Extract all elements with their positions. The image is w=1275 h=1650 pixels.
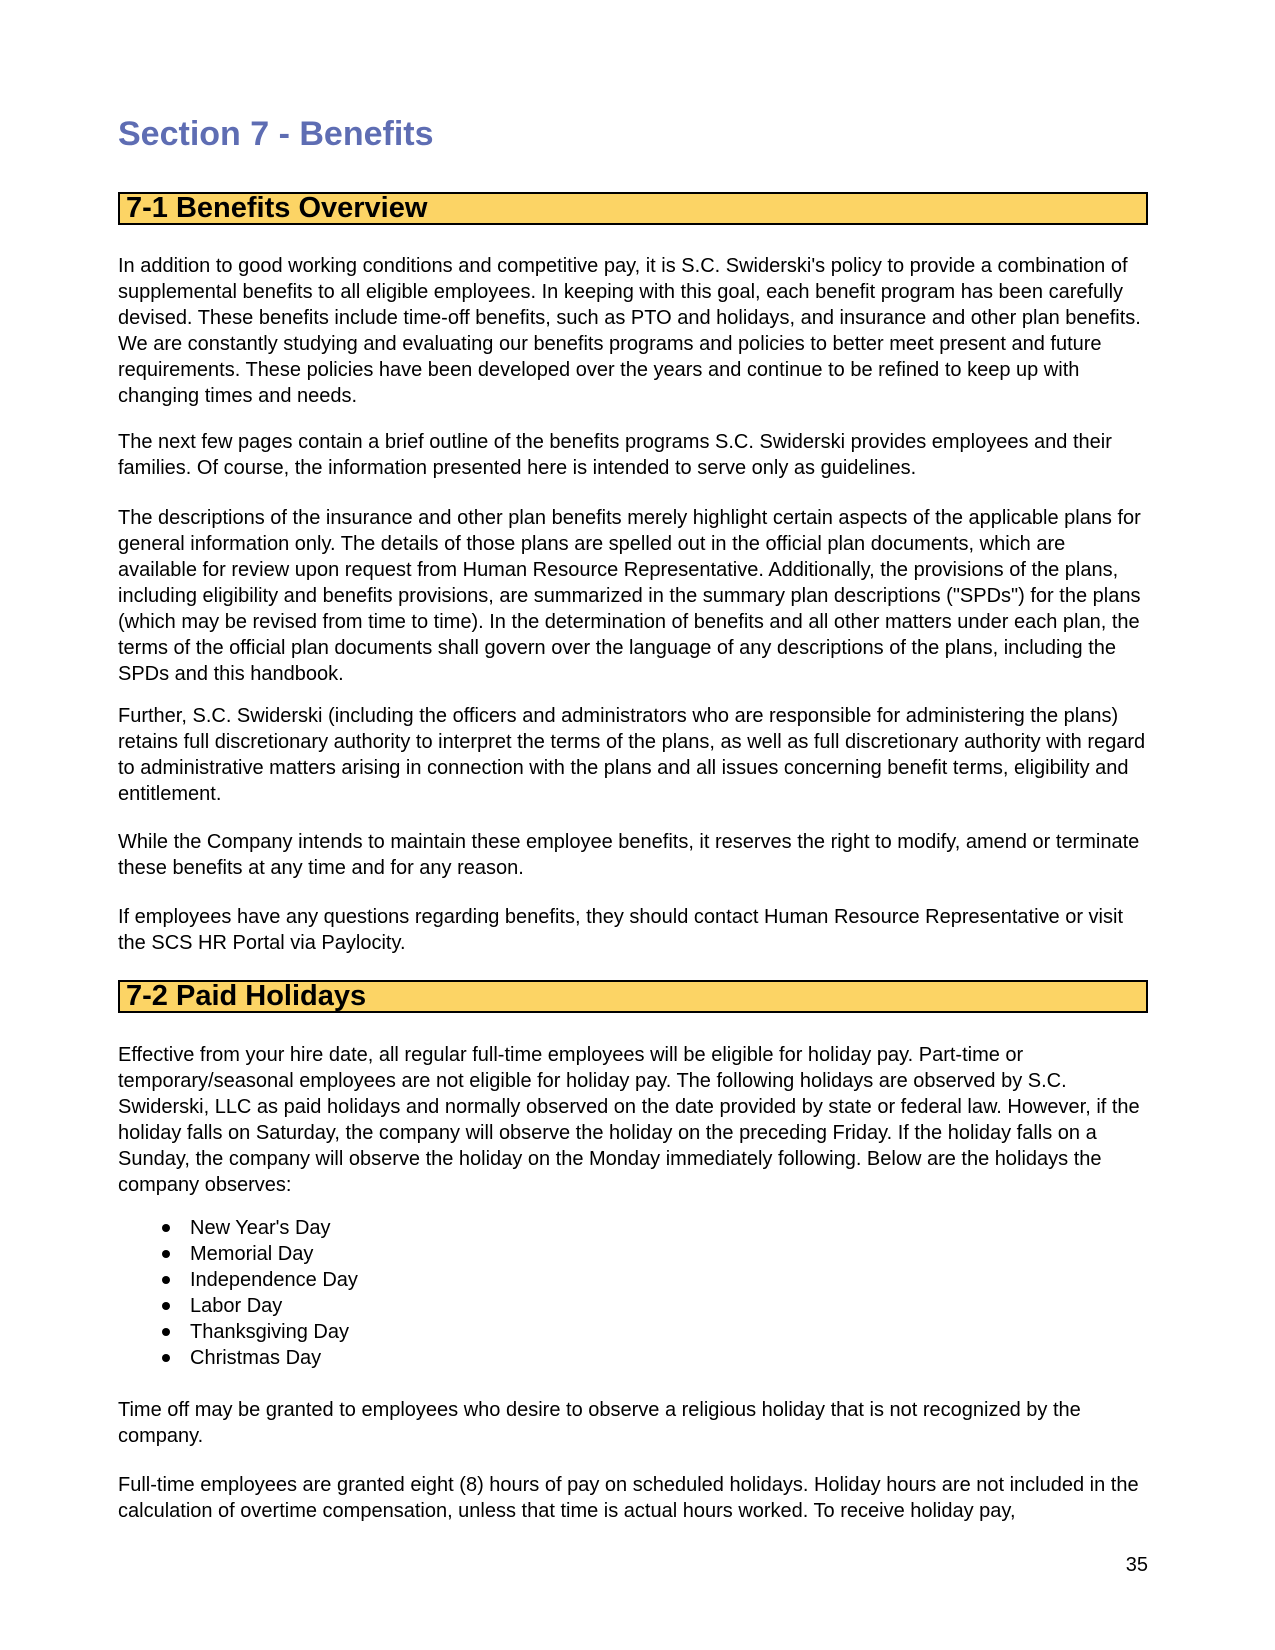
bullet-icon <box>162 1328 170 1336</box>
paragraph-religious-holiday: Time off may be granted to employees who desire to observe a religious holiday that is not recognized by the company. <box>118 1399 1081 1447</box>
bullet-icon <box>162 1354 170 1362</box>
bullet-icon <box>162 1224 170 1232</box>
paragraph-modify-amend: While the Company intends to maintain these employee benefits, it reserves the right to modify, amend or terminate these benefits at any time and for any reason. <box>118 831 1140 879</box>
paragraph-plan-descriptions: The descriptions of the insurance and other plan benefits merely highlight certain aspects of the applicable plans for general information only. The details of those plans are spelled out in the official plan documents, which are available for review upon request from Human Resource Representative. Additionally, the provisions of the plans, including eligibility and benefits provisions, are summarized in the summary plan descriptions ("SPDs") for the plans (which may be revised from time to time). In the determination of benefits and all other matters under each plan, the terms of the official plan documents shall govern over the language of any descriptions of the plans, including the SPDs and this handbook. <box>118 507 1141 685</box>
holiday-list <box>118 1215 1148 1371</box>
section-heading-7-1-benefits-overview: 7-1 Benefits Overview <box>118 192 1148 225</box>
bullet-icon <box>162 1302 170 1310</box>
paragraph-discretionary-authority: Further, S.C. Swiderski (including the officers and administrators who are responsible for administering the plans) retains full discretionary authority to interpret the terms of the plans, as well as full discretionary authority with regard to administrative matters arising in connection with the plans and all issues concerning benefit terms, eligibility and entitlement. <box>118 705 1146 805</box>
bullet-icon <box>162 1250 170 1258</box>
section-heading-7-2-paid-holidays: 7-2 Paid Holidays <box>118 980 1148 1013</box>
paragraph-questions-contact: If employees have any questions regarding benefits, they should contact Human Resource Representative or visit the SCS HR Portal via Paylocity. <box>118 906 1123 954</box>
paragraph-next-few-pages: The next few pages contain a brief outline of the benefits programs S.C. Swiderski provides employees and their families. Of course, the information presented here is intended to serve only as guidelines. <box>118 431 1112 479</box>
list-item-label: Independence Day <box>190 1269 358 1291</box>
list-item-label: New Year's Day <box>190 1217 331 1239</box>
list-item-christmas-day <box>118 1345 1148 1371</box>
list-item-labor-day <box>118 1293 1148 1319</box>
paragraph-holiday-pay-hours: Full-time employees are granted eight (8) hours of pay on scheduled holidays. Holiday hours are not included in the calculation of overtime compensation, unless that time is actual hours worked. To receive holiday pay, <box>118 1474 1139 1522</box>
list-item-label: Memorial Day <box>190 1243 314 1265</box>
page-title: Section 7 - Benefits <box>118 115 434 153</box>
list-item-memorial-day <box>118 1241 1148 1267</box>
list-item-new-years-day <box>118 1215 1148 1241</box>
bullet-icon <box>162 1276 170 1284</box>
list-item-label: Labor Day <box>190 1295 283 1317</box>
list-item-label: Christmas Day <box>190 1347 322 1369</box>
list-item-thanksgiving-day <box>118 1319 1148 1345</box>
list-item-label: Thanksgiving Day <box>190 1321 349 1343</box>
list-item-independence-day <box>118 1267 1148 1293</box>
page-number: 35 <box>1125 1554 1148 1576</box>
paragraph-holiday-eligibility: Effective from your hire date, all regular full-time employees will be eligible for holiday pay. Part-time or temporary/seasonal employees are not eligible for holiday pay. The following holidays are observed by S.C. Swiderski, LLC as paid holidays and normally observed on the date provided by state or federal law. However, if the holiday falls on Saturday, the company will observe the holiday on the preceding Friday. If the holiday falls on a Sunday, the company will observe the holiday on the Monday immediately following. Below are the holidays the company observes: <box>118 1044 1140 1196</box>
paragraph-benefits-intro: In addition to good working conditions and competitive pay, it is S.C. Swiderski's policy to provide a combination of supplemental benefits to all eligible employees. In keeping with this goal, each benefit program has been carefully devised. These benefits include time-off benefits, such as PTO and holidays, and insurance and other plan benefits. We are constantly studying and evaluating our benefits programs and policies to better meet present and future requirements. These policies have been developed over the years and continue to be refined to keep up with changing times and needs. <box>118 255 1141 407</box>
